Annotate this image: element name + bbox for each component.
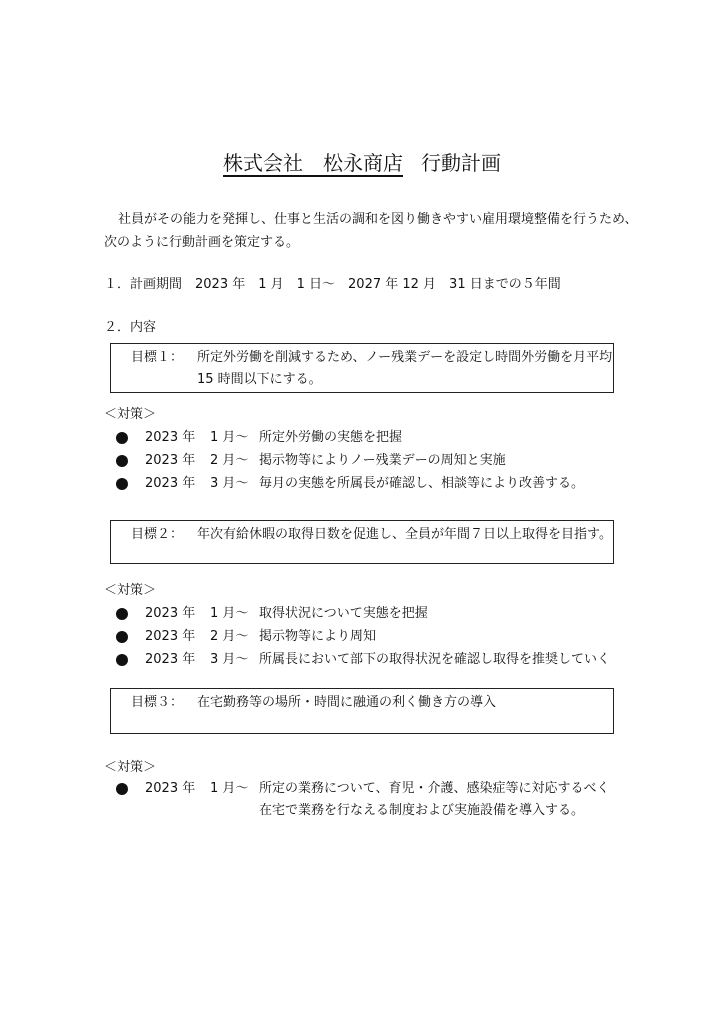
content-heading: ２．内容	[104, 320, 157, 335]
measure-row	[0, 429, 724, 447]
measure-text: 所定外労働の実態を把握	[259, 430, 403, 445]
measure-row	[0, 651, 724, 669]
measures-label-2: ＜対策＞	[104, 583, 157, 598]
measure-month: 1 月～	[210, 430, 249, 445]
goal-box-3	[110, 688, 614, 734]
measure-text: 毎月の実態を所属長が確認し、相談等により改善する。	[259, 476, 585, 491]
intro-line-1: 社員がその能力を発揮し、仕事と生活の調和を図り働きやすい雇用環境整備を行うため、	[118, 212, 638, 227]
bullet-icon	[116, 478, 128, 490]
bullet-icon	[116, 654, 128, 666]
page-title	[0, 149, 724, 177]
measure-month: 2 月～	[210, 629, 249, 644]
bullet-icon	[116, 432, 128, 444]
goal-box-1	[110, 343, 614, 393]
goal-label: 目標３：	[131, 695, 184, 710]
measure-row	[0, 605, 724, 623]
goal-label: 目標２：	[131, 527, 184, 542]
measure-row	[0, 628, 724, 646]
measure-year: 2023 年	[145, 453, 196, 468]
measure-row	[0, 452, 724, 470]
goal-text-line: 在宅勤務等の場所・時間に融通の利く働き方の導入	[197, 695, 497, 710]
measure-month: 3 月～	[210, 652, 249, 667]
goal-text-line: 15 時間以下にする。	[197, 372, 322, 387]
goal-text-line: 所定外労働を削減するため、ノー残業デーを設定し時間外労働を月平均	[197, 350, 613, 365]
measure-row	[0, 780, 724, 822]
measure-month: 1 月～	[210, 606, 249, 621]
measure-text: 掲示物等により周知	[259, 629, 377, 644]
measure-month: 2 月～	[210, 453, 249, 468]
plan-period: １．計画期間 2023 年 1 月 1 日～ 2027 年 12 月 31 日までの５年間	[104, 277, 561, 292]
bullet-icon	[116, 455, 128, 467]
measure-year: 2023 年	[145, 629, 196, 644]
goal-text-line: 年次有給休暇の取得日数を促進し、全員が年間７日以上取得を目指す。	[197, 527, 612, 542]
bullet-icon	[116, 608, 128, 620]
measure-month: 1 月～	[210, 781, 249, 796]
measure-year: 2023 年	[145, 781, 196, 796]
measures-label-1: ＜対策＞	[104, 407, 157, 422]
measure-text: 所属長において部下の取得状況を確認し取得を推奨していく	[259, 652, 611, 667]
measure-year: 2023 年	[145, 606, 196, 621]
measure-text: 取得状況について実態を把握	[259, 606, 428, 621]
measure-year: 2023 年	[145, 652, 196, 667]
goal-label: 目標１：	[131, 350, 184, 365]
bullet-icon	[116, 783, 128, 795]
measure-year: 2023 年	[145, 430, 196, 445]
plan-title: 行動計画	[421, 151, 501, 175]
bullet-icon	[116, 631, 128, 643]
measure-text: 在宅で業務を行なえる制度および実施設備を導入する。	[259, 803, 585, 818]
measure-year: 2023 年	[145, 476, 196, 491]
intro-line-2: 次のように行動計画を策定する。	[104, 235, 300, 250]
measure-text: 所定の業務について、育児・介護、感染症等に対応するべく	[259, 781, 610, 796]
company-name: 株式会社 松永商店	[223, 151, 403, 175]
measures-label-3: ＜対策＞	[104, 760, 157, 775]
measure-month: 3 月～	[210, 476, 249, 491]
measure-text: 掲示物等によりノー残業デーの周知と実施	[259, 453, 506, 468]
goal-box-2	[110, 520, 614, 564]
measure-row	[0, 475, 724, 493]
